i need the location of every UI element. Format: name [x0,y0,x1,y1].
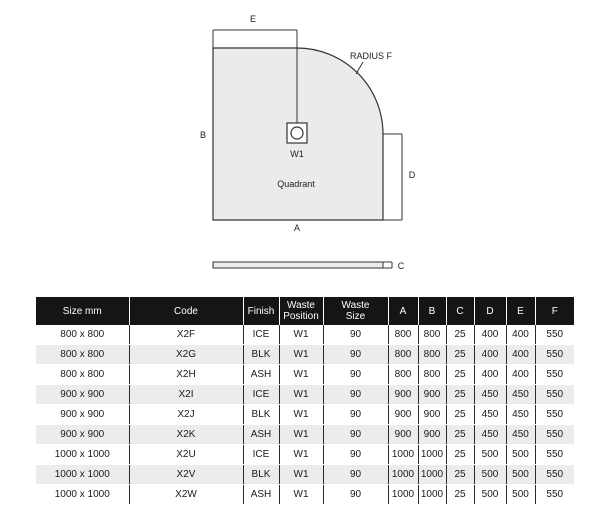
cell-f: 550 [535,365,574,385]
cell-finish: ASH [243,425,279,445]
cell-e: 500 [506,485,535,505]
cell-waste-position: W1 [279,445,323,465]
cell-size: 1000 x 1000 [36,445,129,465]
cell-waste-size: 90 [323,345,388,365]
cell-e: 400 [506,365,535,385]
cell-d: 400 [474,325,506,345]
cell-waste-position: W1 [279,405,323,425]
cell-b: 800 [418,325,446,345]
cell-code: X2J [129,405,243,425]
cell-a: 800 [388,345,418,365]
cell-waste-size: 90 [323,325,388,345]
cell-a: 1000 [388,445,418,465]
cell-waste-position: W1 [279,425,323,445]
cell-b: 900 [418,405,446,425]
dimension-d-label: D [408,170,416,180]
cell-waste-size: 90 [323,365,388,385]
cell-f: 550 [535,465,574,485]
dimension-c-label: C [397,261,405,271]
cell-waste-position: W1 [279,465,323,485]
cell-code: X2W [129,485,243,505]
cell-c: 25 [446,325,474,345]
cell-b: 1000 [418,465,446,485]
cell-waste-position: W1 [279,485,323,505]
header-d [474,297,506,325]
radius-f-leader [356,62,363,74]
cell-waste-size: 90 [323,465,388,485]
header-finish [243,297,279,325]
cell-d: 450 [474,405,506,425]
cell-code: X2I [129,385,243,405]
cell-code: X2U [129,445,243,465]
cell-code: X2H [129,365,243,385]
cell-waste-size: 90 [323,425,388,445]
cell-a: 1000 [388,465,418,485]
table-row [36,365,574,385]
cell-b: 900 [418,425,446,445]
cell-code: X2V [129,465,243,485]
cell-code: X2F [129,325,243,345]
cell-finish: ICE [243,325,279,345]
cell-finish: ASH [243,365,279,385]
cell-size: 1000 x 1000 [36,465,129,485]
table-row [36,425,574,445]
quadrant-label: Quadrant [277,179,315,189]
cell-finish: ICE [243,385,279,405]
cell-b: 800 [418,345,446,365]
cell-b: 900 [418,385,446,405]
cell-e: 500 [506,445,535,465]
header-finish-text: Finish [247,305,275,317]
table-row [36,465,574,485]
cell-a: 900 [388,425,418,445]
cell-waste-position: W1 [279,385,323,405]
cell-f: 550 [535,485,574,505]
cell-f: 550 [535,325,574,345]
cell-e: 400 [506,325,535,345]
cell-f: 550 [535,425,574,445]
cell-a: 900 [388,405,418,425]
cell-e: 450 [506,405,535,425]
cell-c: 25 [446,365,474,385]
header-waste-size [323,297,388,325]
header-d-text: D [486,305,494,317]
header-code-text: Code [174,305,198,317]
header-e [506,297,535,325]
cell-d: 400 [474,365,506,385]
table-row [36,345,574,365]
cell-waste-position: W1 [279,325,323,345]
cell-waste-size: 90 [323,445,388,465]
radius-f-label: RADIUS F [350,51,393,61]
cell-finish: BLK [243,345,279,365]
cell-b: 1000 [418,445,446,465]
cell-finish: ASH [243,485,279,505]
cell-e: 500 [506,465,535,485]
header-c-text: C [456,305,464,317]
cell-code: X2K [129,425,243,445]
header-a [388,297,418,325]
header-c [446,297,474,325]
cell-f: 550 [535,405,574,425]
cell-c: 25 [446,385,474,405]
table-row [36,405,574,425]
header-waste-position [279,297,323,325]
cell-waste-position: W1 [279,345,323,365]
header-f [535,297,574,325]
cell-a: 800 [388,325,418,345]
cell-size: 800 x 800 [36,325,129,345]
cell-e: 450 [506,385,535,405]
cell-size: 800 x 800 [36,365,129,385]
header-e-text: E [517,305,524,317]
cell-c: 25 [446,425,474,445]
cell-waste-position: W1 [279,365,323,385]
header-size [36,297,129,325]
cell-d: 500 [474,445,506,465]
cell-size: 900 x 900 [36,405,129,425]
table-body [36,325,574,505]
header-waste-position-text: Position [283,311,319,322]
cell-f: 550 [535,445,574,465]
cell-b: 800 [418,365,446,385]
cell-size: 900 x 900 [36,425,129,445]
cell-d: 500 [474,465,506,485]
cell-c: 25 [446,465,474,485]
table-row [36,385,574,405]
cell-waste-size: 90 [323,485,388,505]
waste-box [287,123,307,143]
cell-a: 900 [388,385,418,405]
dimension-a-label: A [293,223,301,233]
header-waste-position-text: Waste [287,300,315,311]
cell-d: 450 [474,385,506,405]
cell-c: 25 [446,405,474,425]
header-a-text: A [399,305,407,317]
cell-finish: BLK [243,405,279,425]
cell-d: 450 [474,425,506,445]
cell-finish: BLK [243,465,279,485]
header-f-text: F [551,305,558,317]
cell-size: 1000 x 1000 [36,485,129,505]
specification-table [36,297,574,505]
table-row [36,325,574,345]
cell-d: 500 [474,485,506,505]
cell-d: 400 [474,345,506,365]
cell-code: X2G [129,345,243,365]
cell-c: 25 [446,345,474,365]
cell-b: 1000 [418,485,446,505]
header-b [418,297,446,325]
cell-c: 25 [446,445,474,465]
cell-c: 25 [446,485,474,505]
cell-waste-size: 90 [323,385,388,405]
cell-waste-size: 90 [323,405,388,425]
header-code [129,297,243,325]
cell-a: 1000 [388,485,418,505]
waste-position-label: W1 [290,149,304,159]
cell-size: 900 x 900 [36,385,129,405]
cell-finish: ICE [243,445,279,465]
cell-size: 800 x 800 [36,345,129,365]
header-waste-size-text: Waste [341,300,370,311]
header-waste-size-text: Size [345,311,366,322]
header-b-text: B [428,305,436,317]
cell-a: 800 [388,365,418,385]
cell-e: 450 [506,425,535,445]
cell-f: 550 [535,345,574,365]
dimension-e-label: E [249,14,257,24]
cell-e: 400 [506,345,535,365]
side-profile-bar [213,262,383,268]
dimension-b-label: B [199,130,207,140]
table-row [36,445,574,465]
cell-f: 550 [535,385,574,405]
table-row [36,485,574,505]
table-header-row [36,297,574,325]
header-size-text: Size mm [62,305,102,317]
